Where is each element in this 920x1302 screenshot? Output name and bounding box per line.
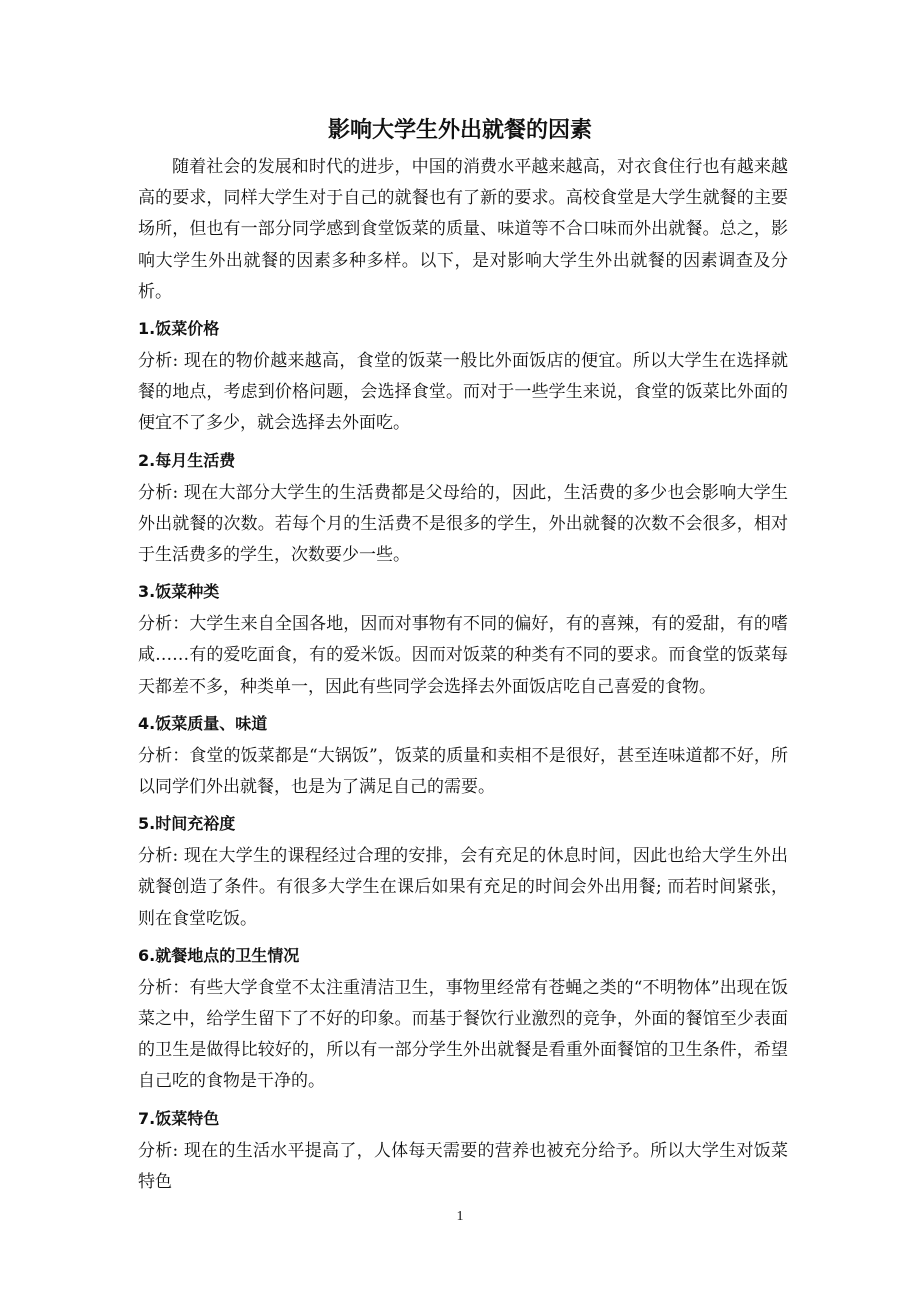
section-heading-hygiene: 6.就餐地点的卫生情况: [138, 945, 300, 965]
section-heading-living-expenses: 2.每月生活费: [138, 450, 236, 470]
document-content: [138, 152, 788, 1198]
section-body-living-expenses: 分析: 现在大部分大学生的生活费都是父母给的，因此，生活费的多少也会影响大学生外出就餐的次数。若每个月的生活费不是很多的学生，外出就餐的次数不会很多，相对于生活费多的学生，次数要少一些。: [138, 482, 788, 566]
section-body-food-variety: 分析：大学生来自全国各地，因而对事物有不同的偏好，有的喜辣，有的爱甜，有的嗜咸……有的爱吃面食，有的爱米饭。因而对饭菜的种类有不同的要求。而食堂的饭菜每天都差不多，种类单一，因此有些同学会选择去外面饭店吃自己喜爱的食物。: [138, 614, 788, 697]
section-body-quality-taste: 分析：食堂的饭菜都是“大锅饭”，饭菜的质量和卖相不是很好，甚至连味道都不好，所以同学们外出就餐，也是为了满足自己的需要。: [138, 745, 788, 798]
page-number: 1: [456, 1209, 464, 1224]
document-title: 影响大学生外出就餐的因素: [327, 118, 592, 143]
section-heading-time: 5.时间充裕度: [138, 814, 236, 834]
section-heading-specialty: 7.饭菜特色: [138, 1108, 220, 1128]
section-heading-food-variety: 3.饭菜种类: [138, 582, 220, 602]
section-body-hygiene: 分析：有些大学食堂不太注重清洁卫生，事物里经常有苍蝇之类的“不明物体”出现在饭菜之中，给学生留下了不好的印象。而基于餐饮行业激烈的竞争，外面的餐馆至少表面的卫生是做得比较好的，所以有一部分学生外出就餐是看重外面餐馆的卫生条件，希望自己吃的食物是干净的。: [138, 977, 788, 1092]
intro-paragraph: 随着社会的发展和时代的进步，中国的消费水平越来越高，对衣食住行也有越来越高的要求，同样大学生对于自己的就餐也有了新的要求。高校食堂是大学生就餐的主要场所，但也有一部分同学感到食堂饭菜的质量、味道等不合口味而外出就餐。总之，影响大学生外出就餐的因素多种多样。以下，是对影响大学生外出就餐的因素调查及分析。: [138, 157, 788, 302]
section-body-price: 分析: 现在的物价越来越高，食堂的饭菜一般比外面饭店的便宜。所以大学生在选择就餐的地点，考虑到价格问题，会选择食堂。而对于一些学生来说，食堂的饭菜比外面的便宜不了多少，就会选择去外面吃。: [138, 351, 788, 434]
section-body-time: 分析: 现在大学生的课程经过合理的安排，会有充足的休息时间，因此也给大学生外出就餐创造了条件。有很多大学生在课后如果有充足的时间会外出用餐; 而若时间紧张，则在食堂吃饭。: [138, 846, 788, 929]
section-heading-price: 1.饭菜价格: [138, 319, 220, 339]
section-body-specialty: 分析: 现在的生活水平提高了，人体每天需要的营养也被充分给予。所以大学生对饭菜特色: [138, 1140, 788, 1192]
section-heading-quality-taste: 4.饭菜质量、味道: [138, 713, 268, 733]
